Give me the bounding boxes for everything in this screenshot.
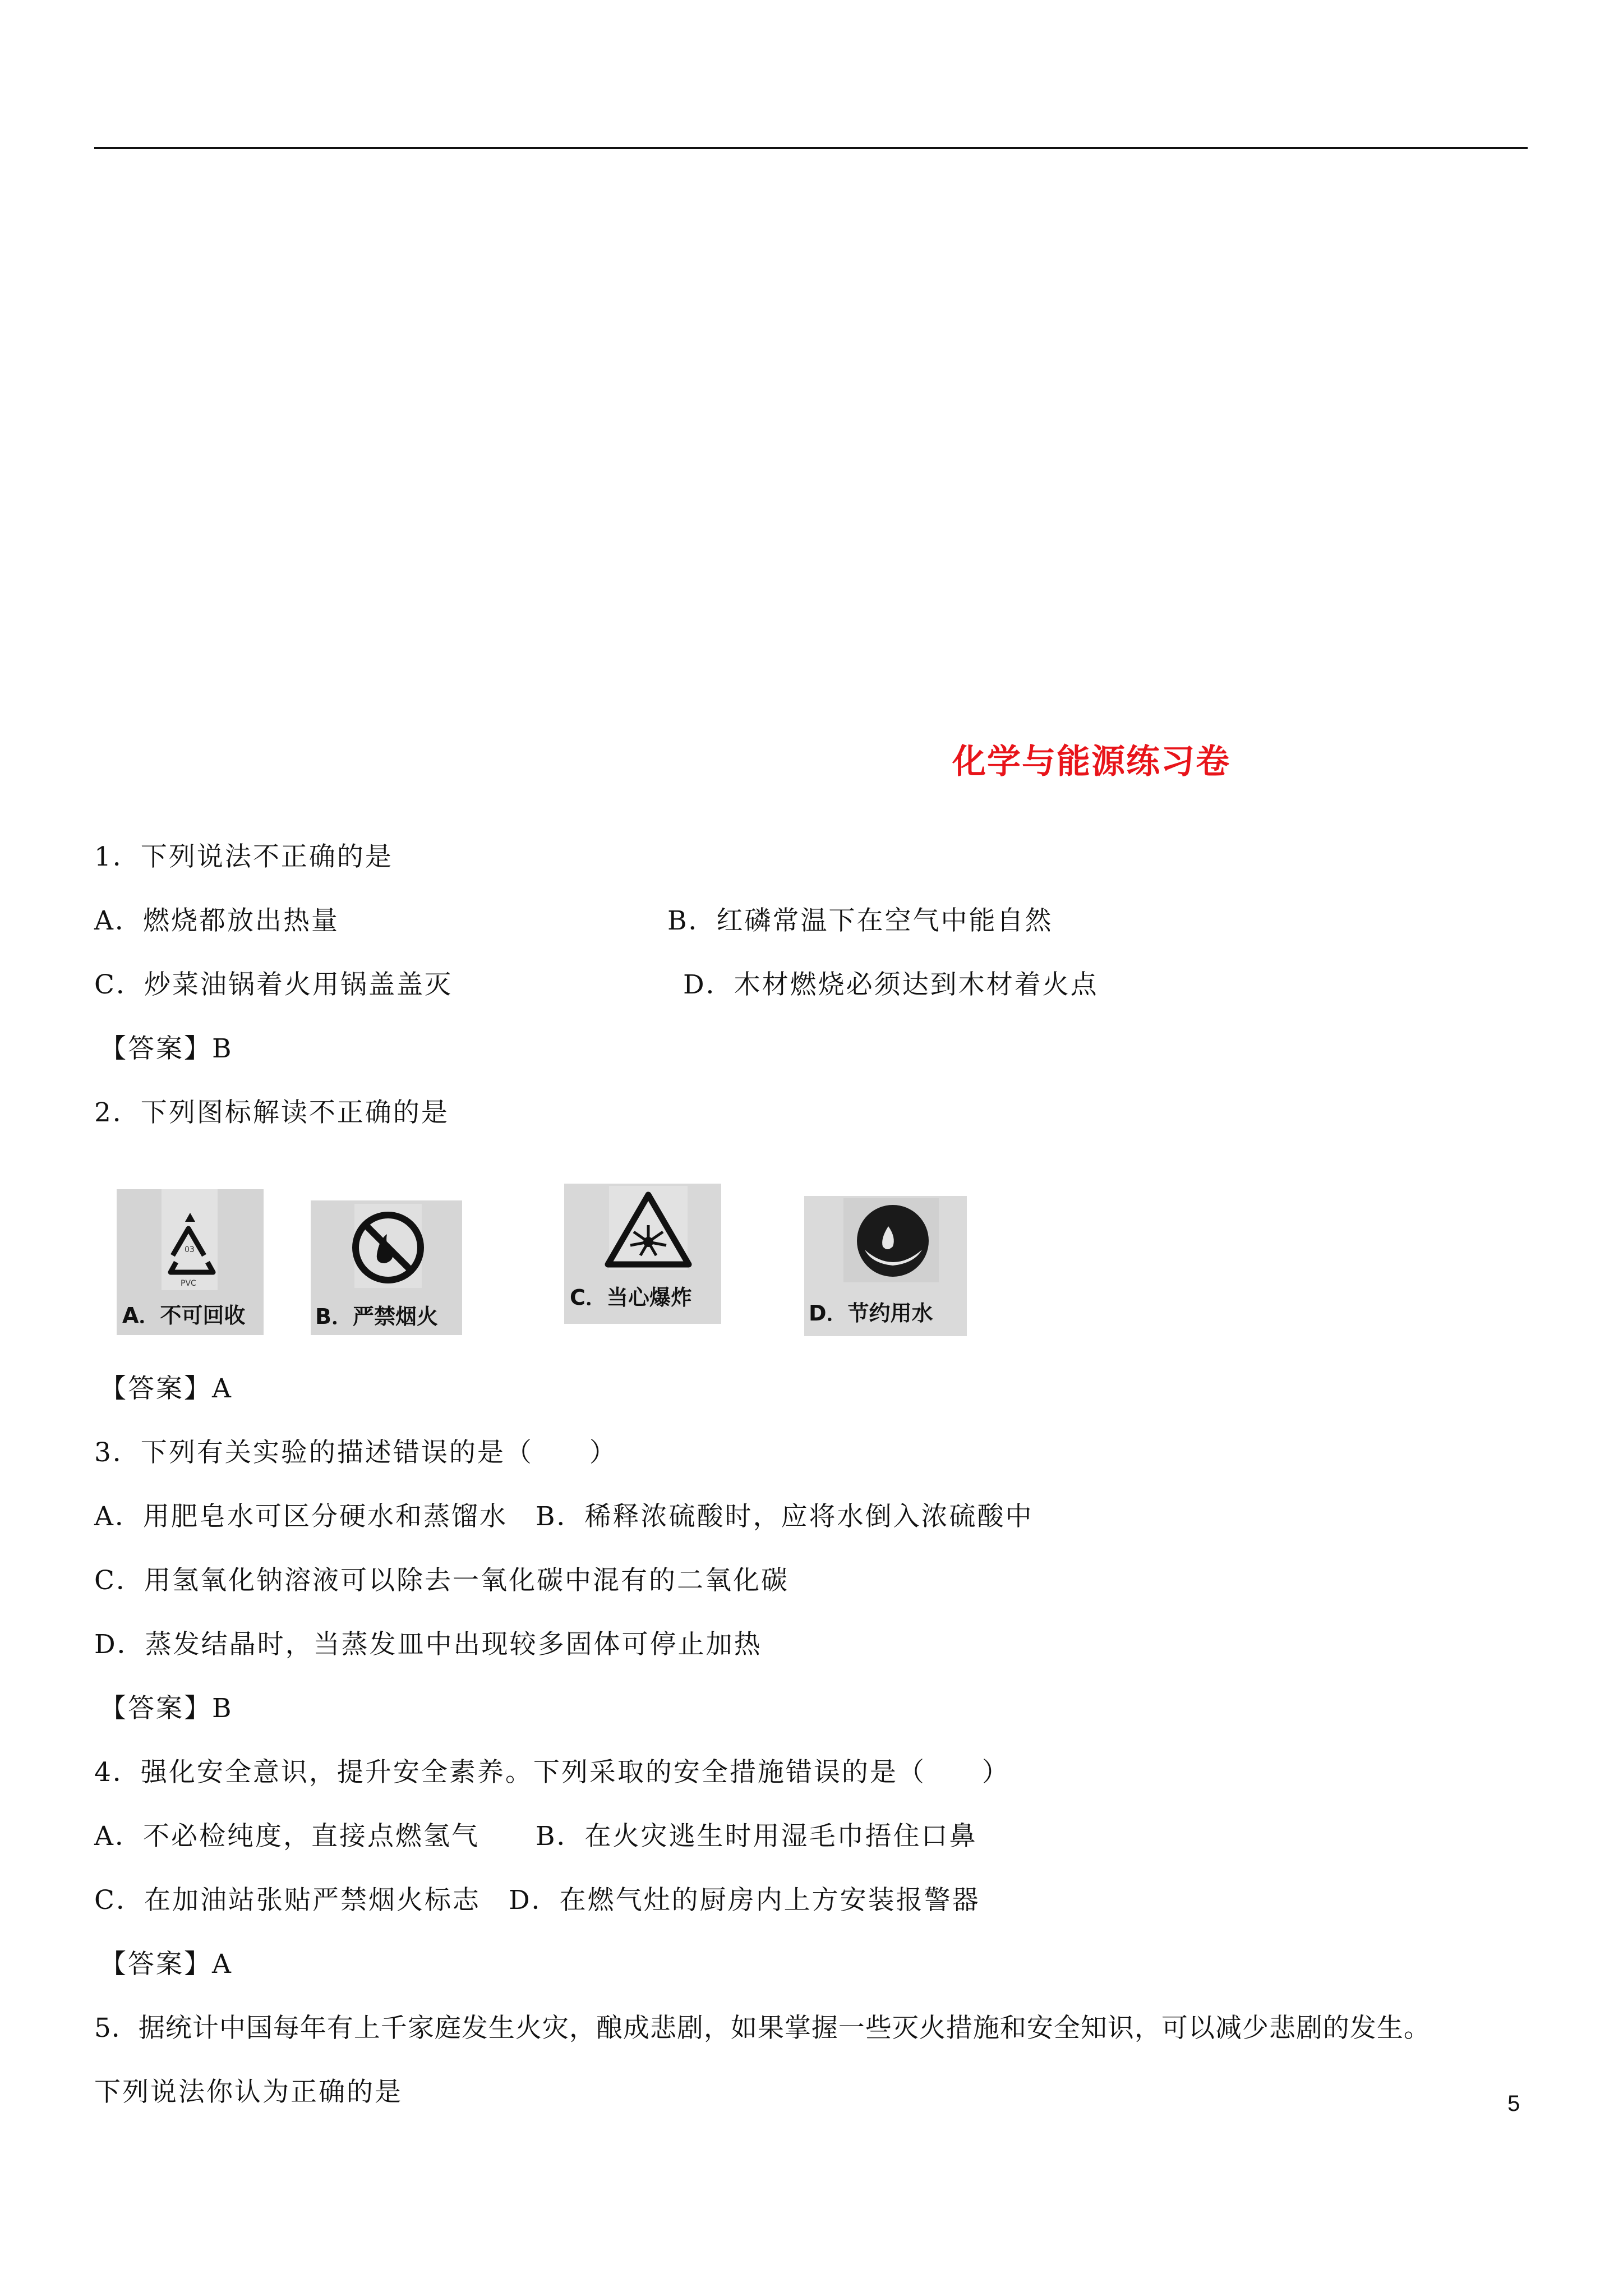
q4-options-ab: A．不必检纯度，直接点燃氢气 B．在火灾逃生时用湿毛巾捂住口鼻 — [94, 1821, 978, 1852]
q4-options-cd: C．在加油站张贴严禁烟火标志 D．在燃气灶的厨房内上方安装报警器 — [94, 1885, 980, 1916]
q2-answer: 【答案】A — [100, 1373, 233, 1404]
q3-answer: 【答案】B — [100, 1693, 233, 1724]
sign-d-label: D．节约用水 — [809, 1301, 933, 1326]
sign-c — [564, 1184, 721, 1324]
q4-stem: 4．强化安全意识，提升安全素养。下列采取的安全措施错误的是（ ） — [94, 1757, 1010, 1788]
q1-option-c: C．炒菜油锅着火用锅盖盖灭 — [94, 969, 453, 1000]
q1-answer: 【答案】B — [100, 1033, 233, 1064]
q4-answer: 【答案】A — [100, 1949, 233, 1980]
q1-option-b: B．红磷常温下在空气中能自然 — [667, 905, 1053, 936]
sign-b — [311, 1200, 462, 1335]
page-title: 化学与能源练习卷 — [952, 742, 1230, 781]
q5-stem: 5．据统计中国每年有上千家庭发生火灾，酿成悲剧，如果掌握一些灭火措施和安全知识，可以减少悲剧的发生。 — [94, 2013, 1431, 2044]
sign-c-label: C．当心爆炸 — [570, 1285, 692, 1310]
q3-option-c: C．用氢氧化钠溶液可以除去一氧化碳中混有的二氧化碳 — [94, 1565, 789, 1596]
q2-sign-images — [117, 1184, 986, 1341]
page-number: 5 — [1507, 2091, 1520, 2116]
sign-a-label: A．不可回收 — [122, 1303, 246, 1328]
sign-b-label: B．严禁烟火 — [315, 1304, 438, 1329]
q2-stem: 2．下列图标解读不正确的是 — [94, 1097, 449, 1128]
header-rule — [94, 147, 1528, 149]
q1-option-d: D．木材燃烧必须达到木材着火点 — [683, 969, 1099, 1000]
svg-text:PVC: PVC — [181, 1279, 196, 1288]
sign-d — [804, 1196, 967, 1336]
sign-a — [117, 1189, 264, 1335]
q1-option-a: A．燃烧都放出热量 — [94, 905, 339, 936]
q1-stem: 1．下列说法不正确的是 — [94, 841, 393, 872]
q3-options-ab: A．用肥皂水可区分硬水和蒸馏水 B．稀释浓硫酸时，应将水倒入浓硫酸中 — [94, 1501, 1034, 1532]
q5-stem-continued: 下列说法你认为正确的是 — [94, 2077, 403, 2108]
q3-option-d: D．蒸发结晶时，当蒸发皿中出现较多固体可停止加热 — [94, 1629, 762, 1660]
q3-stem: 3．下列有关实验的描述错误的是（ ） — [94, 1437, 617, 1468]
svg-text:03: 03 — [185, 1245, 195, 1254]
